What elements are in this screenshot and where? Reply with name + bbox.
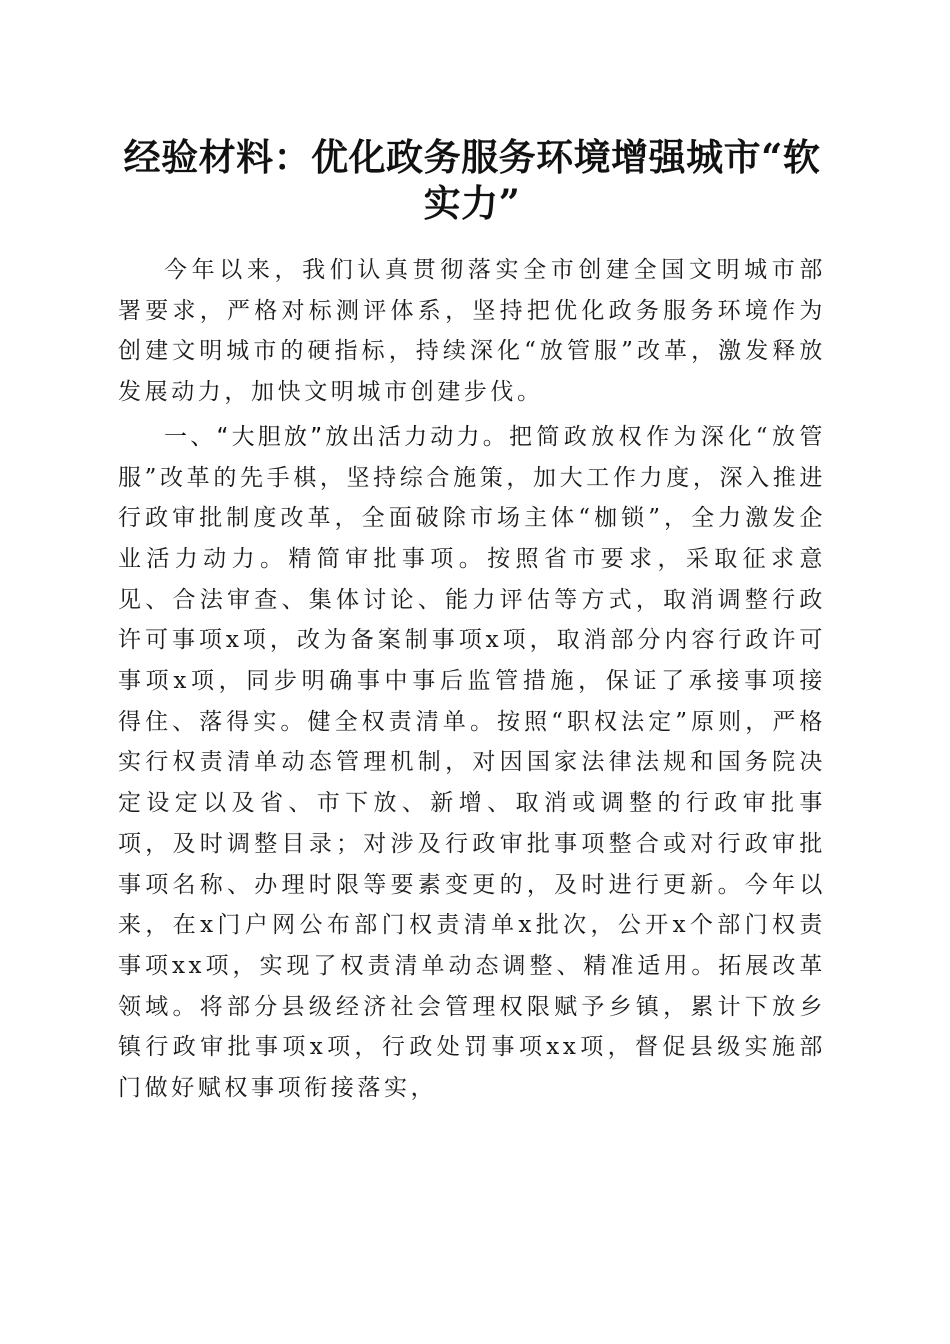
intro-paragraph: 今年以来，我们认真贯彻落实全市创建全国文明城市部署要求，严格对标测评体系，坚持把优化政务服务环境作为创建文明城市的硬指标，持续深化“放管服”改革，激发释放发展动力，加快文明城市创建步伐。 xyxy=(118,257,826,406)
section-1-heading: 一、“大胆放”放出活力动力。 xyxy=(164,423,509,450)
section-1-body: 把简政放权作为深化“放管服”改革的先手棋，坚持综合施策，加大工作力度，深入推进行政审批制度改革，全面破除市场主体“枷锁”，全力激发企业活力动力。精简审批事项。按照省市要求，采取征求意见、合法审查、集体讨论、能力评估等方式，取消调整行政许可事项x项，改为备案制事项x项，取消部分内容行政许可事项x项，同步明确事中事后监管措施，保证了承接事项接得住、落得实。健全权责清单。按照“职权法定”原则，严格实行权责清单动态管理机制，对因国家法律法规和国务院决定设定以及省、市下放、新增、取消或调整的行政审批事项，及时调整目录；对涉及行政审批事项整合或对行政审批事项名称、办理时限等要素变更的，及时进行更新。今年以来，在x门户网公布部门权责清单x批次，公开x个部门权责事项xx项，实现了权责清单动态调整、精准适用。拓展改革领域。将部分县级经济社会管理权限赋予乡镇，累计下放乡镇行政审批事项x项，行政处罚事项xx项，督促县级实施部门做好赋权事项衔接落实， xyxy=(118,423,826,1102)
document-body xyxy=(118,250,826,1109)
document-title: 经验材料：优化政务服务环境增强城市“软实力” xyxy=(123,135,821,225)
section-1-paragraph xyxy=(118,417,826,1109)
